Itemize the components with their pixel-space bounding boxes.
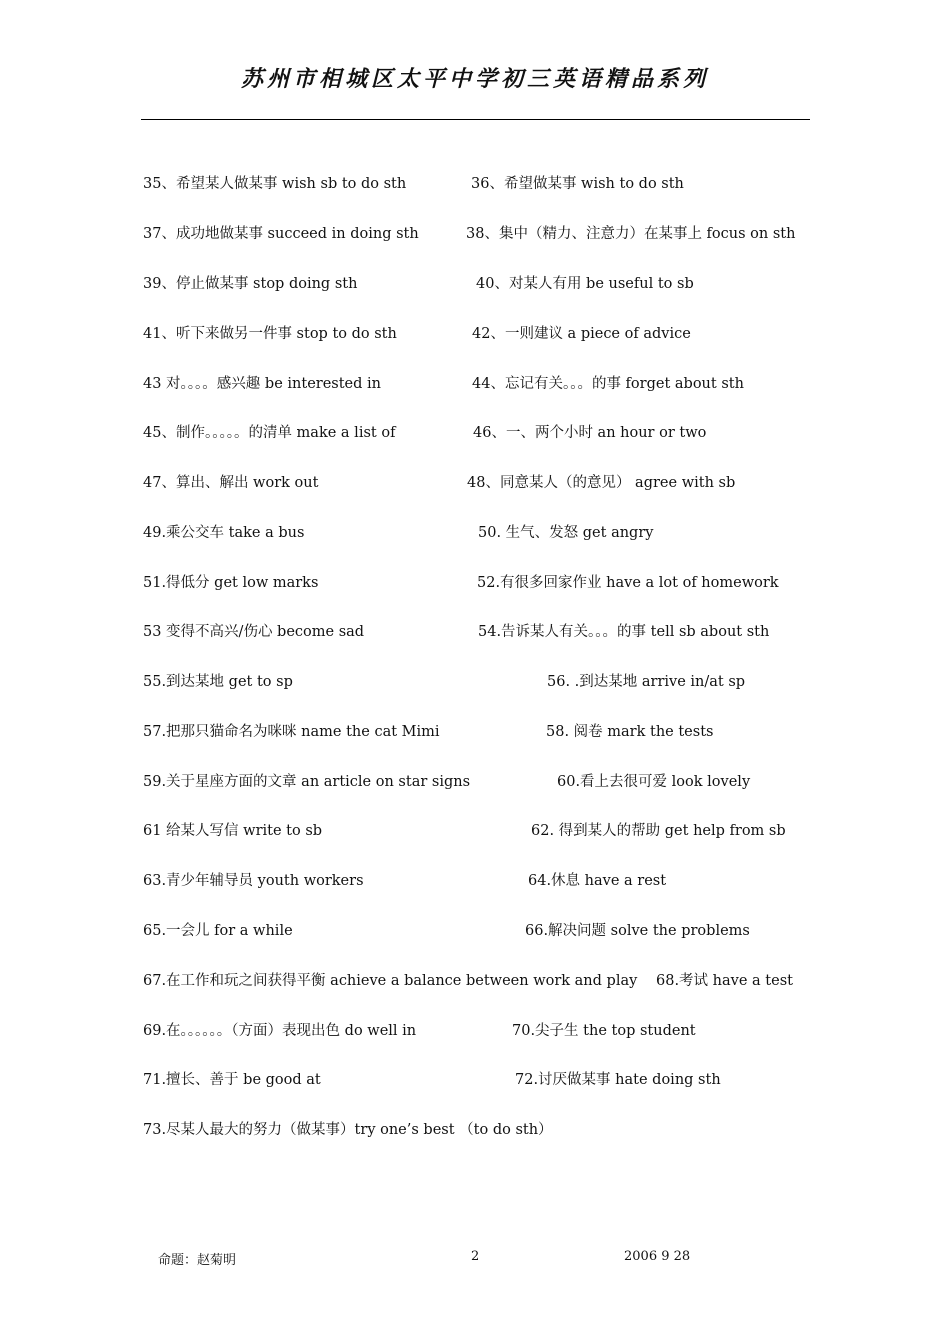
entry-right: 42、一则建议 a piece of advice — [472, 326, 691, 342]
entry-left: 43 对。。。。感兴趣 be interested in — [143, 376, 382, 392]
list-item — [0, 1068, 950, 1092]
entry-left: 35、希望某人做某事 wish sb to do sth — [143, 176, 407, 192]
entry-left: 69.在。。。。。。（方面）表现出色 do well in — [143, 1023, 417, 1039]
entry-right: 46、一、两个小时 an hour or two — [473, 425, 707, 441]
entry-right: 72.讨厌做某事 hate doing sth — [515, 1072, 721, 1088]
entry-right: 64.休息 have a rest — [528, 873, 667, 889]
list-item — [0, 471, 950, 495]
list-item — [0, 1118, 950, 1142]
entry-left: 73.尽某人最大的努力（做某事）try one’s best （to do sth） — [143, 1122, 553, 1138]
entry-left: 41、听下来做另一件事 stop to do sth — [143, 326, 397, 342]
list-item — [0, 1019, 950, 1043]
list-item — [0, 372, 950, 396]
list-item — [0, 720, 950, 744]
list-item — [0, 172, 950, 196]
entry-left: 37、成功地做某事 succeed in doing sth — [143, 226, 419, 242]
entry-right: 68.考试 have a test — [656, 973, 793, 989]
list-item — [0, 869, 950, 893]
list-item — [0, 770, 950, 794]
entry-left: 71.擅长、善于 be good at — [143, 1072, 321, 1088]
list-item — [0, 670, 950, 694]
entry-left: 49.乘公交车 take a bus — [143, 525, 305, 541]
list-item — [0, 571, 950, 595]
entry-left: 45、制作。。。。。的清单 make a list of — [143, 425, 396, 441]
entry-left: 65.一会儿 for a while — [143, 923, 293, 939]
entry-left: 53 变得不高兴/伤心 become sad — [143, 624, 365, 640]
entry-right: 44、忘记有关。。。的事 forget about sth — [472, 376, 744, 392]
entry-left: 55.到达某地 get to sp — [143, 674, 293, 690]
entry-left: 39、停止做某事 stop doing sth — [143, 276, 358, 292]
entry-right: 40、对某人有用 be useful to sb — [476, 276, 694, 292]
entry-left: 67.在工作和玩之间获得平衡 achieve a balance between work and play — [143, 973, 638, 989]
list-item — [0, 919, 950, 943]
entry-right: 62. 得到某人的帮助 get help from sb — [531, 823, 786, 839]
entry-right: 48、同意某人（的意见） agree with sb — [467, 475, 736, 491]
list-item — [0, 272, 950, 296]
entry-right: 70.尖子生 the top student — [512, 1023, 696, 1039]
entry-right: 58. 阅卷 mark the tests — [546, 724, 714, 740]
entry-right: 38、集中（精力、注意力）在某事上 focus on sth — [466, 226, 796, 242]
list-item — [0, 969, 950, 993]
page-number: 2 — [471, 1249, 480, 1264]
list-item — [0, 322, 950, 346]
list-item — [0, 521, 950, 545]
page-title: 苏州市相城区太平中学初三英语精品系列 — [240, 66, 709, 92]
entry-left: 47、算出、解出 work out — [143, 475, 319, 491]
author-credit: 命题：赵菊明 — [158, 1253, 237, 1268]
entry-right: 54.告诉某人有关。。。的事 tell sb about sth — [478, 624, 770, 640]
date-stamp: 2006 9 28 — [624, 1249, 691, 1264]
entry-right: 36、希望做某事 wish to do sth — [471, 176, 684, 192]
entry-left: 63.青少年辅导员 youth workers — [143, 873, 364, 889]
header-divider — [141, 119, 810, 120]
entry-right: 60.看上去很可爱 look lovely — [557, 774, 751, 790]
entry-right: 66.解决问题 solve the problems — [525, 923, 750, 939]
entry-right: 50. 生气、发怒 get angry — [478, 525, 654, 541]
entry-left: 59.关于星座方面的文章 an article on star signs — [143, 774, 471, 790]
list-item — [0, 819, 950, 843]
list-item — [0, 222, 950, 246]
entry-left: 57.把那只猫命名为咪咪 name the cat Mimi — [143, 724, 440, 740]
list-item — [0, 421, 950, 445]
entry-left: 51.得低分 get low marks — [143, 575, 319, 591]
entry-right: 56. .到达某地 arrive in/at sp — [547, 674, 746, 690]
list-item — [0, 620, 950, 644]
entry-right: 52.有很多回家作业 have a lot of homework — [477, 575, 779, 591]
entry-left: 61 给某人写信 write to sb — [143, 823, 323, 839]
